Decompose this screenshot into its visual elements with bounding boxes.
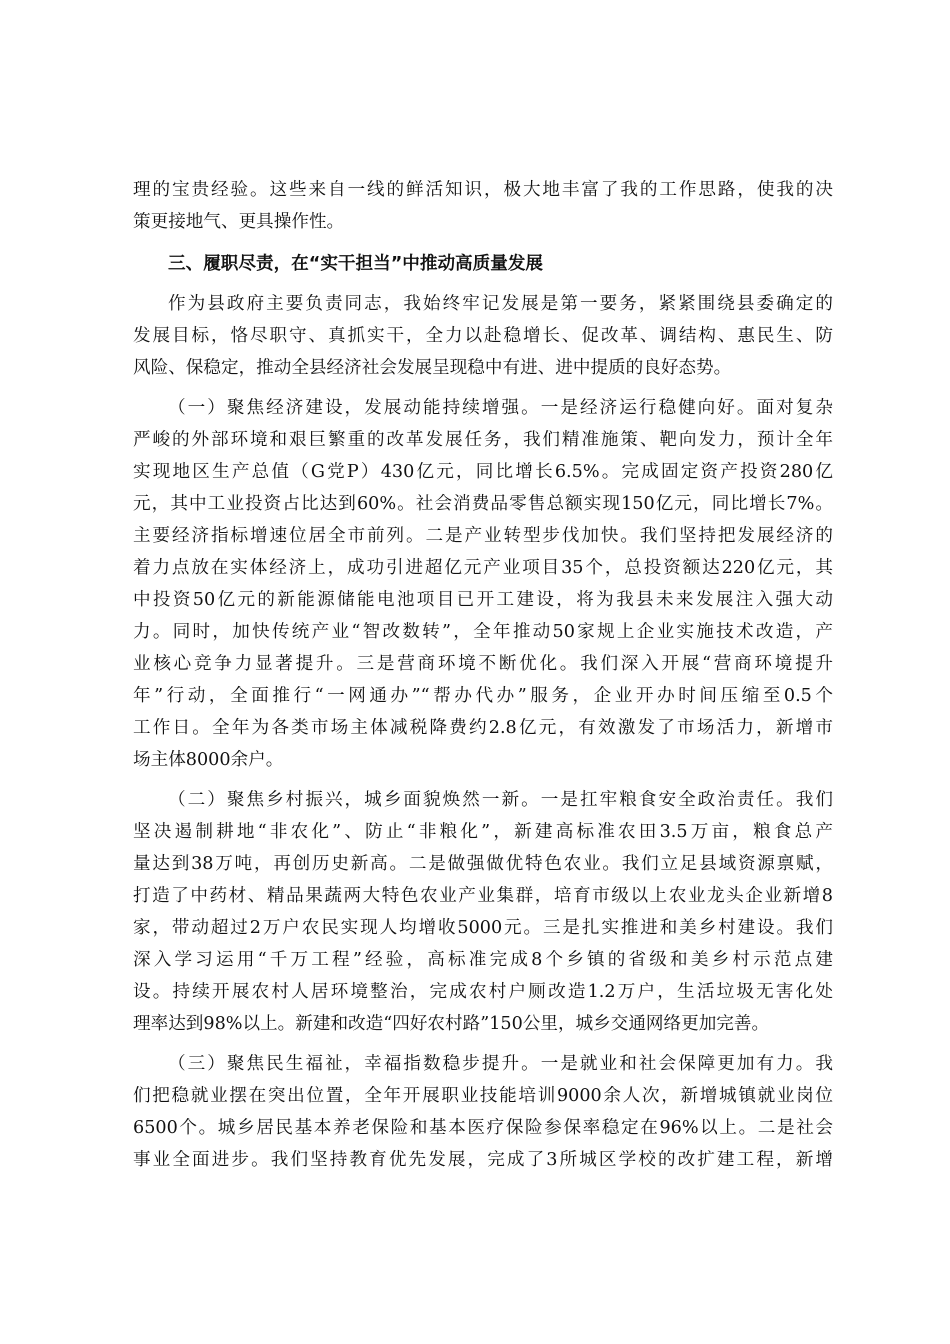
paragraph-line: 坚决遏制耕地“非农化”、防止“非粮化”，新建高标准农田3.5万亩，粮食总产 <box>133 822 833 842</box>
paragraph-line: 作为县政府主要负责同志，我始终牢记发展是第一要务，紧紧围绕县委确定的 <box>168 294 833 314</box>
paragraph-line: 打造了中药材、精品果蔬两大特色农业产业集群，培育市级以上农业龙头企业新增8 <box>133 886 833 906</box>
paragraph-line: 主要经济指标增速位居全市前列。二是产业转型步伐加快。我们坚持把发展经济的 <box>133 526 833 546</box>
paragraph-line: 力。同时，加快传统产业“智改数转”，全年推动50家规上企业实施技术改造，产 <box>133 622 833 642</box>
paragraph-line: 发展目标，恪尽职守、真抓实干，全力以赴稳增长、促改革、调结构、惠民生、防 <box>133 326 833 346</box>
paragraph-line: 风险、保稳定，推动全县经济社会发展呈现稳中有进、进中提质的良好态势。 <box>133 358 732 378</box>
paragraph-line: 6500个。城乡居民基本养老保险和基本医疗保险参保率稳定在96%以上。二是社会 <box>133 1118 833 1138</box>
paragraph-line: 着力点放在实体经济上，成功引进超亿元产业项目35个，总投资额达220亿元，其 <box>133 558 833 578</box>
paragraph-line: （一）聚焦经济建设，发展动能持续增强。一是经济运行稳健向好。面对复杂 <box>168 398 833 418</box>
paragraph-line: 量达到38万吨，再创历史新高。二是做强做优特色农业。我们立足县域资源禀赋， <box>133 854 833 874</box>
paragraph-line: 场主体8000余户。 <box>133 750 284 770</box>
paragraph-line: （二）聚焦乡村振兴，城乡面貌焕然一新。一是扛牢粮食安全政治责任。我们 <box>168 790 833 810</box>
paragraph-line: 策更接地气、更具操作性。 <box>133 212 345 232</box>
paragraph-line: 严峻的外部环境和艰巨繁重的改革发展任务，我们精准施策、靶向发力，预计全年 <box>133 430 833 450</box>
paragraph-line: 年”行动，全面推行“一网通办”“帮办代办”服务，企业开办时间压缩至0.5个 <box>133 686 833 706</box>
paragraph-line: 中投资50亿元的新能源储能电池项目已开工建设，将为我县未来发展注入强大动 <box>133 590 833 610</box>
paragraph-line: 们把稳就业摆在突出位置，全年开展职业技能培训9000余人次，新增城镇就业岗位 <box>133 1086 833 1106</box>
paragraph-line: 事业全面进步。我们坚持教育优先发展，完成了3所城区学校的改扩建工程，新增 <box>133 1150 833 1170</box>
paragraph-line: （三）聚焦民生福祉，幸福指数稳步提升。一是就业和社会保障更加有力。我 <box>168 1054 833 1074</box>
paragraph-line: 实现地区生产总值（G党P）430亿元，同比增长6.5%。完成固定资产投资280亿 <box>133 462 833 482</box>
paragraph-line: 家，带动超过2万户农民实现人均增收5000元。三是扎实推进和美乡村建设。我们 <box>133 918 833 938</box>
paragraph-line: 工作日。全年为各类市场主体减税降费约2.8亿元，有效激发了市场活力，新增市 <box>133 718 833 738</box>
section-heading: 三、履职尽责，在“实干担当”中推动高质量发展 <box>168 254 544 274</box>
paragraph-line: 设。持续开展农村人居环境整治，完成农村户厕改造1.2万户，生活垃圾无害化处 <box>133 982 833 1002</box>
paragraph-line: 深入学习运用“千万工程”经验，高标准完成8个乡镇的省级和美乡村示范点建 <box>133 950 833 970</box>
paragraph-line: 理的宝贵经验。这些来自一线的鲜活知识，极大地丰富了我的工作思路，使我的决 <box>133 180 833 200</box>
paragraph-line: 元，其中工业投资占比达到60%。社会消费品零售总额实现150亿元，同比增长7%。 <box>133 494 833 514</box>
paragraph-line: 业核心竞争力显著提升。三是营商环境不断优化。我们深入开展“营商环境提升 <box>133 654 833 674</box>
paragraph-line: 理率达到98%以上。新建和改造“四好农村路”150公里，城乡交通网络更加完善。 <box>133 1014 770 1034</box>
